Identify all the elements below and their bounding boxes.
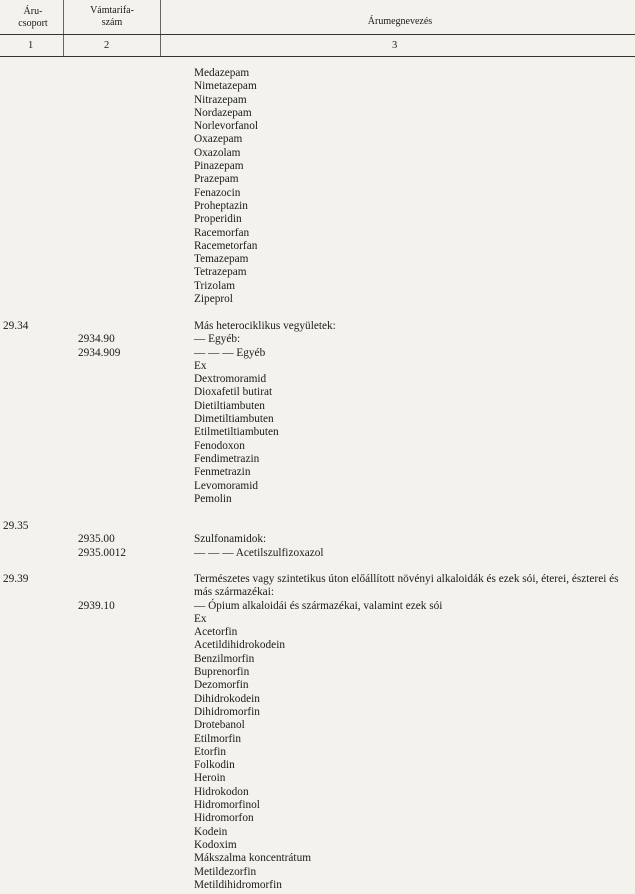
item-description: Fenazocin	[194, 186, 241, 199]
table-row	[0, 320, 635, 333]
item-description: Ex	[194, 612, 207, 625]
table-row	[0, 653, 635, 666]
table-row	[0, 360, 635, 373]
item-description: Dextromoramid	[194, 373, 267, 386]
table-row	[0, 679, 635, 692]
tariff-code: 2934.909	[78, 346, 121, 359]
column-number-2: 2	[104, 40, 110, 51]
column-divider	[160, 0, 161, 56]
table-row	[0, 719, 635, 732]
item-description: Dezomorfin	[194, 679, 249, 692]
column-number-3: 3	[392, 40, 398, 51]
tariff-code: 2935.00	[78, 533, 115, 546]
table-row	[0, 839, 635, 852]
item-description: — Ópium alkaloidái és származékai, valamint ezek sói	[194, 599, 443, 612]
table-row	[0, 866, 635, 879]
item-description: Etilmorfin	[194, 732, 242, 745]
header-arumegnevezes: Árumegnevezés	[367, 16, 433, 27]
header-rule	[0, 34, 635, 35]
table-row	[0, 280, 635, 293]
item-description: Prazepam	[194, 173, 239, 186]
table-row	[0, 173, 635, 186]
column-divider	[63, 0, 64, 56]
item-description: Dimetiltiambuten	[194, 413, 274, 426]
item-description: Proheptazin	[194, 199, 248, 212]
group-code: 29.34	[3, 320, 29, 332]
item-description: Trizolam	[194, 279, 236, 292]
item-description: Oxazepam	[194, 133, 243, 146]
table-row	[0, 666, 635, 679]
group-code: 29.39	[3, 573, 29, 585]
table-row	[0, 67, 635, 80]
table-row	[0, 812, 635, 825]
item-description: Kodein	[194, 825, 228, 838]
item-description: Nimetazepam	[194, 80, 257, 93]
item-description: Zipeprol	[194, 293, 233, 306]
item-description: Nordazepam	[194, 106, 252, 119]
table-row	[0, 772, 635, 785]
table-row	[0, 547, 635, 560]
item-description: Oxazolam	[194, 146, 241, 159]
table-row	[0, 293, 635, 306]
table-row	[0, 613, 635, 626]
table-row	[0, 213, 635, 226]
item-description: Hidromorfon	[194, 812, 254, 825]
item-description: Properidin	[194, 213, 242, 226]
item-description: Medazepam	[194, 67, 250, 79]
item-description: Dihidrokodein	[194, 692, 260, 705]
item-description: Hidrokodon	[194, 785, 249, 798]
table-row	[0, 466, 635, 479]
item-description: — — — Egyéb	[194, 346, 266, 359]
table-row	[0, 600, 635, 613]
table-row	[0, 147, 635, 160]
item-description: Nitrazepam	[194, 93, 247, 106]
table-row	[0, 160, 635, 173]
table-row	[0, 693, 635, 706]
item-description: Ex	[194, 359, 207, 372]
table-row	[0, 80, 635, 93]
item-description: Folkodin	[194, 759, 235, 772]
item-description: Mákszalma koncentrátum	[194, 852, 312, 865]
item-description: Más heterociklikus vegyületek:	[194, 320, 336, 332]
table-row	[0, 453, 635, 466]
table-row	[0, 200, 635, 213]
table-row	[0, 107, 635, 120]
table-row	[0, 733, 635, 746]
header-bottom-rule	[0, 56, 635, 57]
table-row	[0, 413, 635, 426]
table-row	[0, 879, 635, 892]
item-description: Metildihidromorfin	[194, 878, 282, 891]
table-row	[0, 240, 635, 253]
item-description: Heroin	[194, 772, 226, 785]
item-description: Racemorfan	[194, 226, 250, 239]
table-row	[0, 852, 635, 865]
item-description: Kodoxim	[194, 838, 237, 851]
table-row	[0, 826, 635, 839]
table-row	[0, 347, 635, 360]
header-vamtarifa-szam: Vámtarifa- szám	[90, 5, 134, 28]
item-description: Hidromorfinol	[194, 799, 260, 812]
item-description: Buprenorfin	[194, 666, 250, 679]
substance-list-a	[0, 67, 635, 306]
item-description: — — — Acetilszulfizoxazol	[194, 546, 324, 559]
table-row	[0, 386, 635, 399]
table-row	[0, 573, 635, 600]
table-row	[0, 373, 635, 386]
section-29-39	[0, 573, 635, 892]
item-description: Pemolin	[194, 492, 232, 505]
item-description: Dioxafetil butirat	[194, 386, 273, 399]
table-row	[0, 746, 635, 759]
item-description: Fenodoxon	[194, 439, 245, 452]
item-description: Levomoramid	[194, 479, 258, 492]
table-row	[0, 133, 635, 146]
tariff-code: 2939.10	[78, 599, 115, 612]
item-description: Racemetorfan	[194, 239, 258, 252]
table-row	[0, 639, 635, 652]
table-row	[0, 759, 635, 772]
section-29-35	[0, 520, 635, 560]
group-code: 29.35	[3, 520, 29, 532]
column-number-1: 1	[28, 40, 34, 51]
item-description: Dietiltiambuten	[194, 399, 265, 412]
table-row	[0, 253, 635, 266]
table-row	[0, 626, 635, 639]
item-description: Etorfin	[194, 745, 226, 758]
tariff-code: 2934.90	[78, 333, 115, 346]
item-description: Természetes vagy szintetikus úton előállított növényi alkaloidák és ezek sói, éterei, észterei és más származékai:	[194, 573, 619, 599]
table-row	[0, 266, 635, 279]
table-row	[0, 94, 635, 107]
item-description: Benzilmorfin	[194, 652, 255, 665]
item-description: — Egyéb:	[194, 333, 241, 346]
item-description: Dihidromorfin	[194, 705, 260, 718]
item-description: Drotebanol	[194, 719, 245, 732]
table-row	[0, 706, 635, 719]
item-description: Temazepam	[194, 253, 249, 266]
item-description: Etilmetiltiambuten	[194, 426, 279, 439]
table-row	[0, 480, 635, 493]
table-row	[0, 187, 635, 200]
section-29-34	[0, 320, 635, 506]
item-description: Fendimetrazin	[194, 452, 260, 465]
header-aru-csoport: Áru- csoport	[18, 6, 48, 29]
table-row	[0, 227, 635, 240]
item-description: Pinazepam	[194, 160, 244, 173]
item-description: Fenmetrazin	[194, 466, 251, 479]
tariff-code: 2935.0012	[78, 546, 127, 559]
item-description: Norlevorfanol	[194, 120, 258, 133]
item-description: Acetildihidrokodein	[194, 639, 285, 652]
table-row	[0, 333, 635, 346]
item-description: Acetorfin	[194, 626, 238, 639]
group-row	[0, 520, 635, 533]
table-row	[0, 533, 635, 546]
table-row	[0, 493, 635, 506]
item-description: Metildezorfin	[194, 865, 257, 878]
table-row	[0, 426, 635, 439]
table-row	[0, 400, 635, 413]
table-row	[0, 120, 635, 133]
table-row	[0, 799, 635, 812]
item-description: Tetrazepam	[194, 266, 247, 279]
table-row	[0, 440, 635, 453]
table-row	[0, 786, 635, 799]
item-description: Szulfonamidok:	[194, 533, 267, 546]
